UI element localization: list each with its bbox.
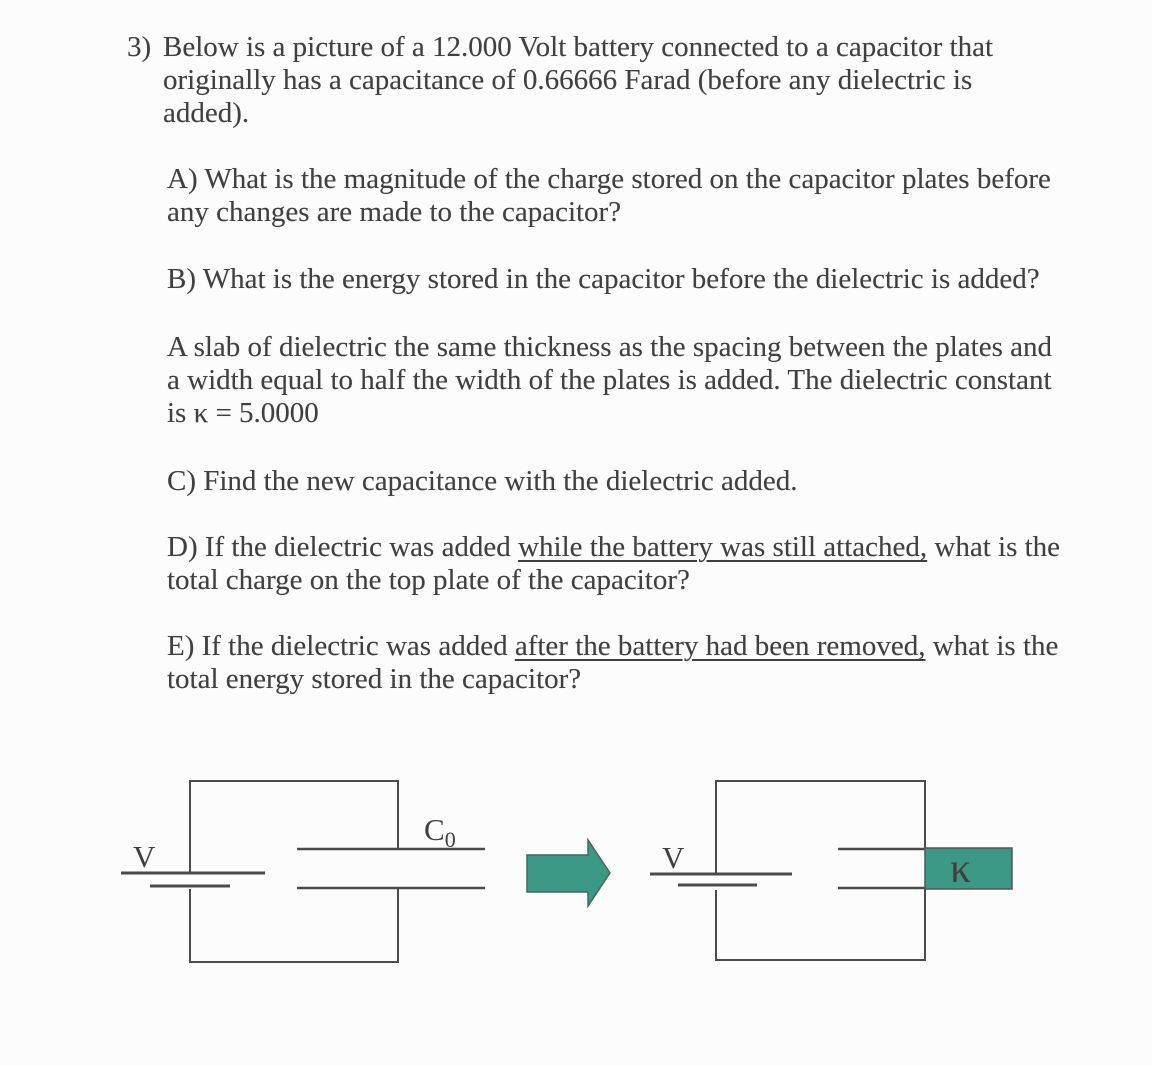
right-battery-label: V [662,840,685,875]
dielectric-note-line-1: A slab of dielectric the same thickness as the spacing between the plates and [167,331,1053,363]
left-battery-symbol [121,873,265,886]
part-d-underlined-text: while the battery was still attached, [518,531,928,563]
dielectric-note-line-2: a width equal to half the width of the plates is added. The dielectric constant [167,364,1052,396]
left-capacitor-plates [297,849,485,888]
part-d-prefix: D) If the dielectric was added [167,531,519,563]
dielectric-kappa-label: κ [950,846,972,892]
right-capacitor-plates [838,849,925,888]
part-c-line-1: C) Find the new capacitance with the dielectric added. [167,465,798,497]
arrow-right-icon [527,840,610,906]
part-e-suffix: what is the [925,630,1059,662]
left-capacitor-label: $C_0$ [424,812,456,852]
intro-line-3: added). [163,97,250,129]
part-d-suffix: what is the [927,531,1061,563]
part-e-underlined-text: after the battery had been removed, [514,630,926,662]
part-a-line-2: any changes are made to the capacitor? [167,196,622,228]
right-circuit-wire [715,780,926,961]
problem-number: 3) [127,31,152,63]
right-battery-symbol [650,874,792,885]
intro-line-2: originally has a capacitance of 0.66666 Farad (before any dielectric is [163,64,973,96]
part-e-line-2: total energy stored in the capacitor? [167,663,582,695]
intro-line-1-text: Below is a picture of a 12.000 Volt battery connected to a capacitor that [163,31,993,63]
left-battery-label: V [133,839,156,874]
part-e-prefix: E) If the dielectric was added [167,630,515,662]
part-a-line-1: A) What is the magnitude of the charge stored on the capacitor plates before [167,163,1051,195]
part-d-line-2: total charge on the top plate of the capacitor? [167,564,690,596]
dielectric-note-line-3: is κ = 5.0000 [167,397,319,429]
left-capacitor-subscript: 0 [444,827,456,852]
part-b-line-1: B) What is the energy stored in the capacitor before the dielectric is added? [167,263,1040,295]
